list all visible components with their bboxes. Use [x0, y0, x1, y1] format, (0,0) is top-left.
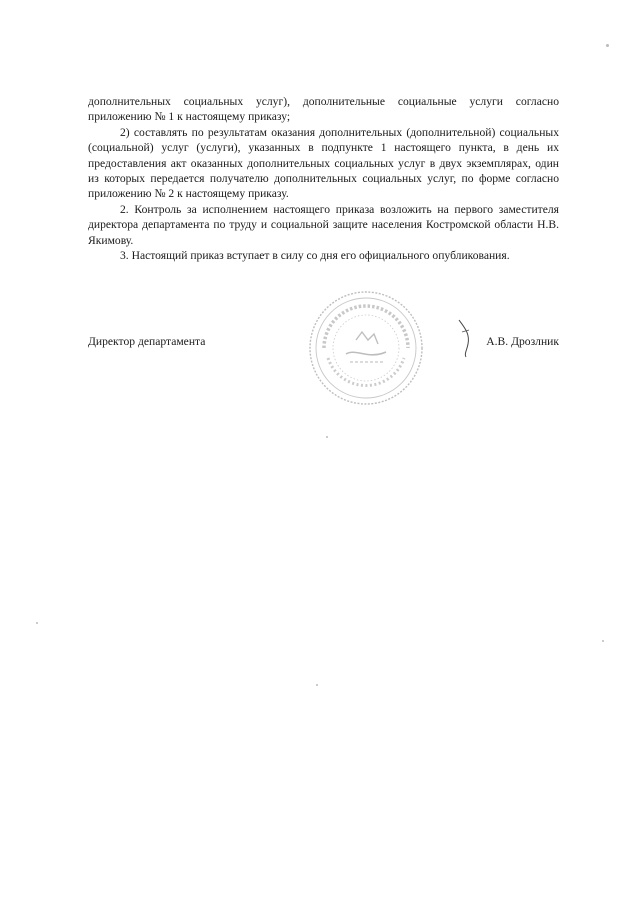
scan-speck: [606, 44, 609, 47]
scan-speck: [316, 684, 318, 686]
document-body: [88, 94, 559, 263]
handwritten-signature-mark: [456, 318, 476, 358]
paragraph-subitem-2: 2) составлять по результатам оказания дополнительных (дополнительной) социальных (социальной) услуг (услуги), указанных в подпункте 1 настоящего пункта, в день их предоставления акт оказанных дополнительных социальных услуг в двух экземплярах, один из которых передается получателю дополнительных социальных услуг, по форме согласно приложению № 2 к настоящему приказу.: [88, 125, 559, 201]
signatory-name: А.В. Дрозлник: [486, 335, 559, 348]
paragraph-item-3: 3. Настоящий приказ вступает в силу со дня его официального опубликования.: [120, 249, 510, 263]
official-seal-stamp: [306, 288, 426, 408]
signatory-position: Директор департамента: [88, 335, 206, 348]
scan-speck: [36, 622, 38, 624]
paragraph-continuation: дополнительных социальных услуг), дополнительные социальные услуги согласно приложению № 1 к настоящему приказу;: [88, 95, 559, 124]
paragraph-item-2: 2. Контроль за исполнением настоящего приказа возложить на первого заместителя директора департамента по труду и социальной защите населения Костромской области Н.В. Якимову.: [88, 202, 559, 247]
scan-speck: [326, 436, 328, 438]
scan-speck: [602, 640, 604, 642]
